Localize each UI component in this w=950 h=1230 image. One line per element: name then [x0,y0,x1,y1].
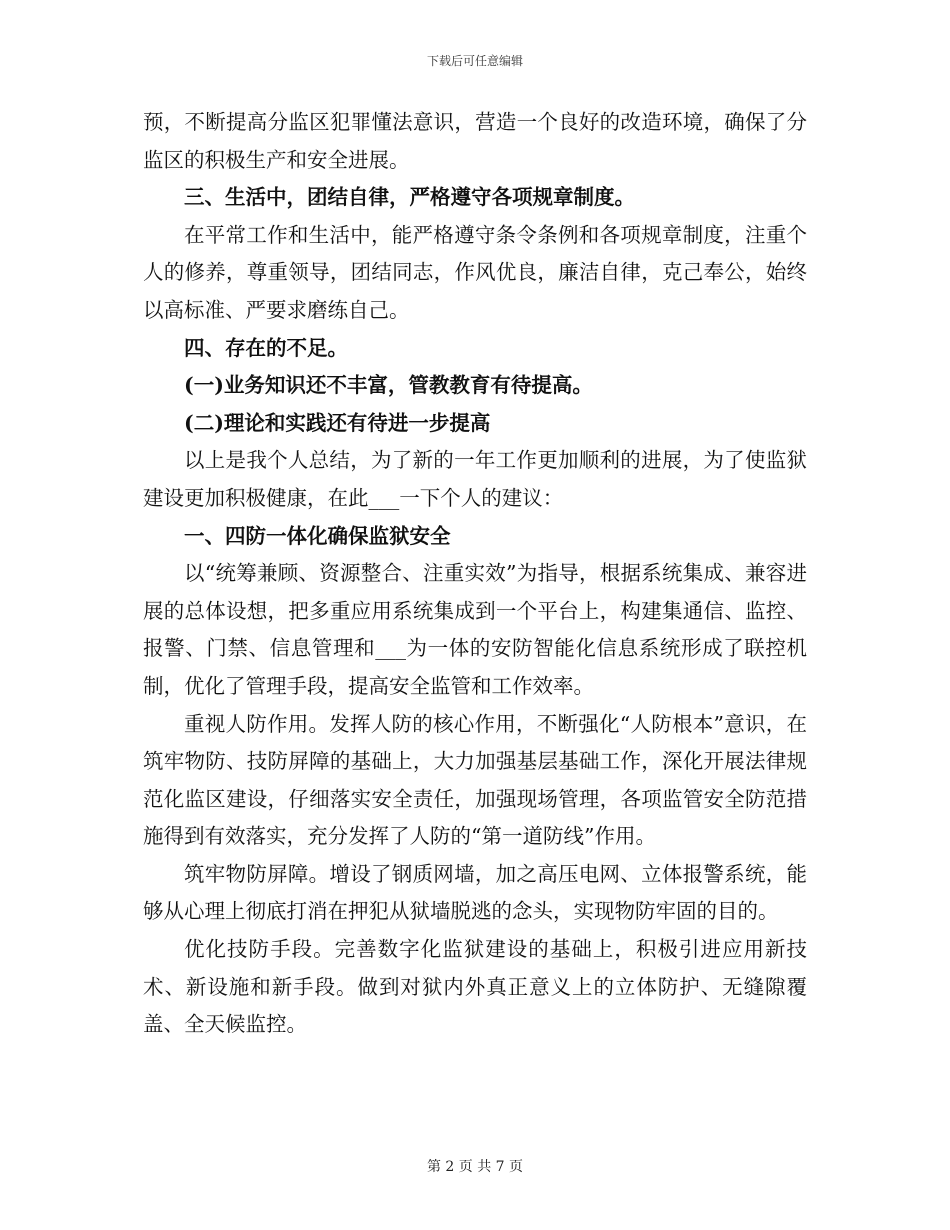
paragraph-7: 优化技防手段。完善数字化监狱建设的基础上，积极引进应用新技术、新设施和新手段。做到对狱内外真正意义上的立体防护、无缝隙覆盖、全天候监控。 [143,937,807,1037]
subheading-1: (一)业务知识还不丰富，管教教育有待提高。 [184,373,593,398]
suggestion-heading-1: 一、四防一体化确保监狱安全 [184,523,451,548]
section-heading-4: 四、存在的不足。 [184,335,348,360]
section-heading-3: 三、生活中，团结自律，严格遵守各项规章制度。 [184,185,635,210]
page-header-note: 下载后可任意编辑 [426,54,523,68]
paragraph-3: 以上是我个人总结，为了新的一年工作更加顺利的进展，为了使监狱建设更加积极健康，在此___一下个人的建议： [143,448,807,510]
page-number: 第 2 页 共 7 页 [426,1159,524,1175]
paragraph-6: 筑牢物防屏障。增设了钢质网墙，加之高压电网、立体报警系统，能够从心理上彻底打消在押犯从狱墙脱逃的念头，实现物防牢固的目的。 [143,861,807,924]
paragraph-2: 在平常工作和生活中，能严格遵守条令条例和各项规章制度，注重个人的修养，尊重领导，团结同志，作风优良，廉洁自律，克己奉公，始终以高标准、严要求磨练自己。 [143,222,807,322]
paragraph-5: 重视人防作用。发挥人防的核心作用，不断强化“人防根本”意识，在筑牢物防、技防屏障的基础上，大力加强基层基础工作，深化开展法律规范化监区建设，仔细落实安全责任，加强现场管理，各项监管安全防范措施得到有效落实，充分发挥了人防的“第一道防线”作用。 [143,711,807,849]
paragraph-1: 预，不断提高分监区犯罪懂法意识，营造一个良好的改造环境，确保了分监区的积极生产和安全进展。 [143,110,807,172]
document-body [143,104,807,1044]
paragraph-4: 以“统筹兼顾、资源整合、注重实效”为指导，根据系统集成、兼容进展的总体设想，把多重应用系统集成到一个平台上，构建集通信、监控、报警、门禁、信息管理和___为一体的安防智能化信息系统形成了联控机制，优化了管理手段，提高安全监管和工作效率。 [143,561,807,698]
subheading-2: (二)理论和实践还有待进一步提高 [184,410,491,435]
